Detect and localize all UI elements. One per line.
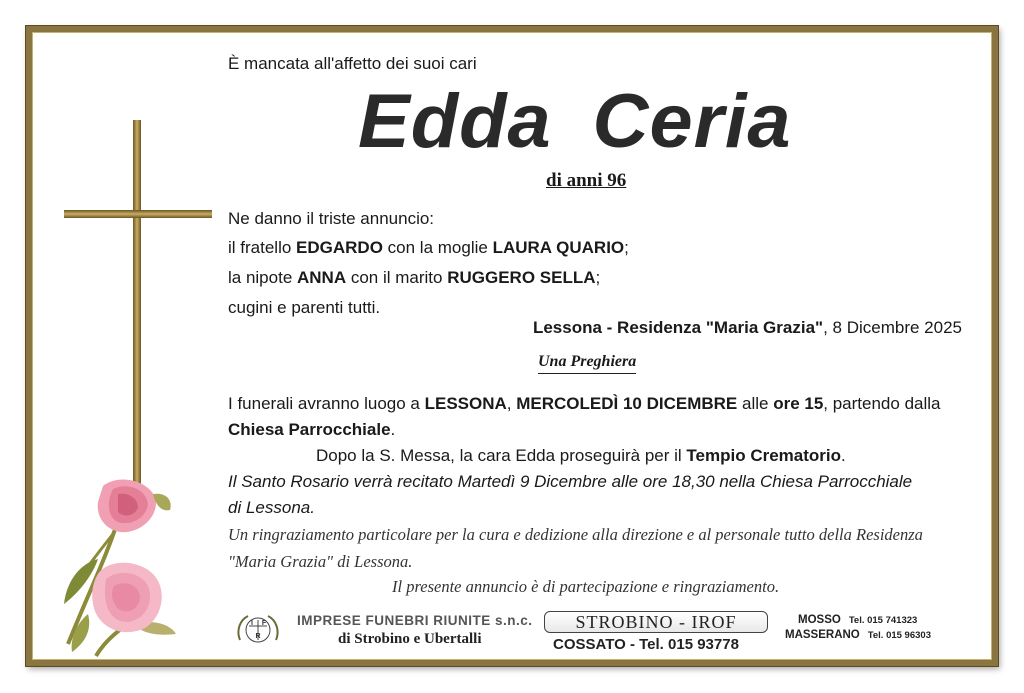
company-name: IMPRESE FUNEBRI RIUNITE s.n.c. [297,613,533,628]
announce-line-1: Ne danno il triste annuncio: [228,209,435,228]
svg-text:F: F [261,620,267,627]
place-and-date: Lessona - Residenza "Maria Grazia", 8 Dicembre 2025 [532,318,962,337]
svg-text:I: I [251,620,253,627]
rosary-line-2: di Lessona. [228,498,315,517]
funeral-home-logo [234,612,282,648]
funeral-line-3: Dopo la S. Messa, la cara Edda proseguirà per il Tempio Crematorio. [316,446,846,465]
deceased-name: Edda Ceria [358,79,792,164]
intro-line: È mancata all'affetto dei suoi cari [228,54,477,73]
brand-name: STROBINO - IROF [575,612,737,632]
announce-line-3: la nipote ANNA con il marito RUGGERO SELLA; [228,268,601,287]
cross-icon [60,118,220,488]
prayer-heading: Una Preghiera [538,353,636,374]
participation-note: Il presente annuncio è di partecipazione e ringraziamento. [392,577,780,596]
funeral-line-2: Chiesa Parrocchiale. [228,420,396,439]
announce-line-4: cugini e parenti tutti. [228,298,381,317]
deceased-age: di anni 96 [546,170,627,191]
masserano-contact: MASSERANO Tel. 015 96303 [785,629,931,641]
cossato-contact: COSSATO - Tel. 015 93778 [553,636,739,653]
carnation-flowers-icon [58,474,188,659]
rosary-line-1: Il Santo Rosario verrà recitato Martedì 9 Dicembre alle ore 18,30 nella Chiesa Parrocchiale [228,472,913,491]
thanks-line-1: Un ringraziamento particolare per la cura e dedizione alla direzione e al personale tutto della Residenza [228,525,923,544]
svg-text:R: R [255,633,261,640]
funeral-line-1: I funerali avranno luogo a LESSONA, MERCOLEDÌ 10 DICEMBRE alle ore 15, partendo dalla [228,394,941,413]
thanks-line-2: "Maria Grazia" di Lessona. [228,552,413,571]
mosso-contact: MOSSO Tel. 015 741323 [798,614,918,626]
company-subtitle: di Strobino e Ubertalli [338,631,482,647]
announce-line-2: il fratello EDGARDO con la moglie LAURA QUARIO; [228,238,629,257]
